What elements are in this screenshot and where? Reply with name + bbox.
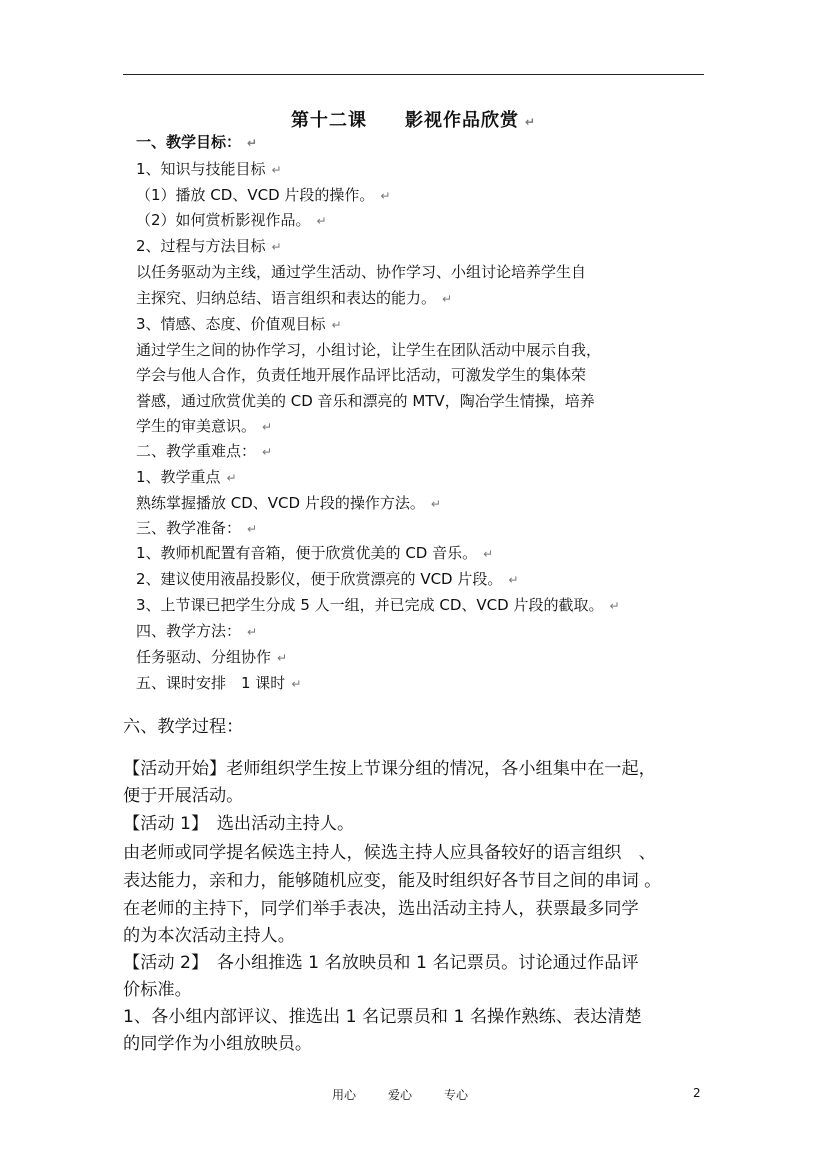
goal1-item1: （1）播放 CD、VCD 片段的操作。 ↵ [136, 186, 391, 204]
process-p3-line1: 由老师或同学提名候选主持人，候选主持人应具备较好的语言组织 、 [123, 843, 656, 863]
paragraph-mark: ↵ [524, 115, 537, 129]
process-p3-line4: 的为本次活动主持人。 [123, 926, 295, 946]
process-p1-line2: 便于开展活动。 [123, 786, 244, 806]
prep-item3: 3、上节课已把学生分成 5 人一组，并已完成 CD、VCD 片段的截取。 ↵ [136, 596, 620, 614]
process-p5-line2: 的同学作为小组放映员。 [123, 1034, 313, 1054]
page-number: 2 [693, 1086, 701, 1100]
prep-item2: 2、建议使用液晶投影仪，便于欣赏漂亮的 VCD 片段。 ↵ [136, 570, 519, 588]
footer-text-2: 爱心 [388, 1088, 413, 1102]
goal2-line2: 主探究、归纳总结、语言组织和表达的能力。 ↵ [136, 289, 453, 307]
goal2-heading: 2、过程与方法目标 ↵ [136, 237, 282, 255]
page-title [123, 106, 704, 132]
goal2-line1: 以任务驱动为主线，通过学生活动、协作学习、小组讨论培养学生自 [136, 263, 587, 281]
goal3-line3: 誉感，通过欣赏优美的 CD 音乐和漂亮的 MTV，陶冶学生情操，培养 [136, 392, 595, 410]
header-rule [123, 74, 704, 75]
goal3-line4: 学生的审美意识。 ↵ [136, 417, 273, 435]
key1-text: 熟练掌握播放 CD、VCD 片段的操作方法。 ↵ [136, 494, 441, 512]
footer-text-3: 专心 [444, 1088, 469, 1102]
goal3-line1: 通过学生之间的协作学习，小组讨论，让学生在团队活动中展示自我， [136, 341, 602, 359]
process-p3-line3: 在老师的主持下，同学们举手表决，选出活动主持人，获票最多同学 [123, 899, 639, 919]
goal1-item2: （2）如何赏析影视作品。 ↵ [136, 211, 327, 229]
prep-item1: 1、教师机配置有音箱，便于欣赏优美的 CD 音乐。 ↵ [136, 544, 494, 562]
schedule-line: 五、课时安排 1 课时 ↵ [136, 674, 302, 692]
goals-heading: 一、教学目标： ↵ [136, 133, 258, 151]
process-p5-line1: 1、各小组内部评议、推选出 1 名记票员和 1 名操作熟练、表达清楚 [123, 1007, 642, 1027]
process-p3-line2: 表达能力，亲和力，能够随机应变，能及时组织好各节目之间的串词 。 [123, 871, 662, 891]
method-heading: 四、教学方法： ↵ [136, 622, 258, 640]
goal3-heading: 3、情感、态度、价值观目标 ↵ [136, 315, 342, 333]
process-p4-line1: 【活动 2】 各小组推选 1 名放映员和 1 名记票员。讨论通过作品评 [123, 953, 639, 973]
title-text: 第十二课 影视作品欣赏 [290, 110, 519, 131]
process-p4-line2: 价标准。 [123, 980, 192, 1000]
process-p2: 【活动 1】 选出活动主持人。 [123, 814, 355, 834]
goal3-line2: 学会与他人合作，负责任地开展作品评比活动，可激发学生的集体荣 [136, 366, 587, 384]
key1-heading: 1、教学重点 ↵ [136, 468, 237, 486]
goal1-heading: 1、知识与技能目标 ↵ [136, 160, 282, 178]
prep-heading: 三、教学准备： ↵ [136, 519, 258, 537]
method-text: 任务驱动、分组协作 ↵ [136, 648, 288, 666]
key-heading: 二、教学重难点： ↵ [136, 442, 273, 460]
process-p1-line1: 【活动开始】老师组织学生按上节课分组的情况，各小组集中在一起， [123, 759, 656, 779]
footer-text-1: 用心 [332, 1088, 357, 1102]
process-heading: 六、教学过程： [123, 717, 244, 737]
